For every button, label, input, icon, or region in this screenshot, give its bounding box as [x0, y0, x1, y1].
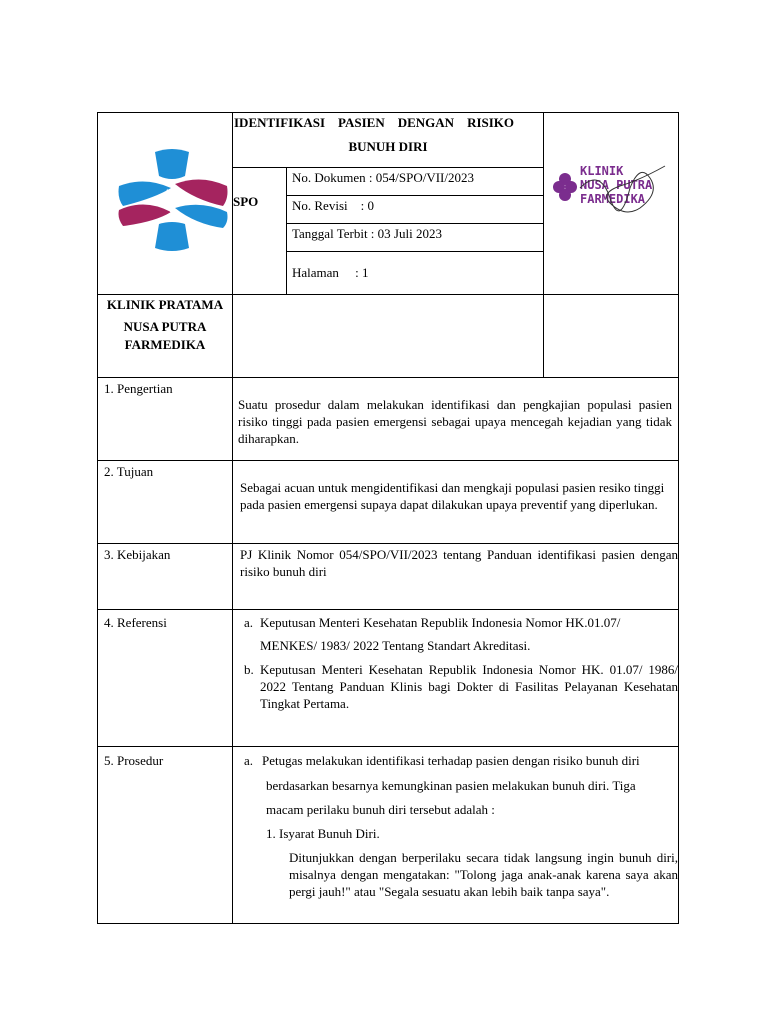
clinic-logo — [115, 146, 230, 256]
document-title-line1: IDENTIFIKASI PASIEN DENGAN RISIKO — [234, 115, 515, 130]
reference-a-line1: Keputusan Menteri Kesehatan Republik Indonesia Nomor HK.01.07/ — [260, 615, 621, 630]
section-text-pengertian: Suatu prosedur dalam melakukan identifikasi dan pengkajian populasi pasien risiko tinggi pada pasien emergensi sebagai upaya mencegah kejadian yang tidak diharapkan. — [238, 397, 672, 446]
divider — [286, 251, 543, 252]
spo-label: SPO — [233, 194, 259, 209]
divider — [97, 377, 679, 378]
procedure-a-marker: a. — [244, 753, 254, 768]
logo-cross-bottom — [155, 222, 189, 251]
section-label-tujuan: 2. Tujuan — [104, 464, 154, 479]
section-label-pengertian: 1. Pengertian — [104, 381, 173, 396]
document-title-line2: BUNUH DIRI — [348, 139, 428, 154]
procedure-a-line3: macam perilaku bunuh diri tersebut adalah : — [266, 802, 495, 817]
procedure-sub1-title: 1. Isyarat Bunuh Diri. — [266, 826, 380, 841]
reference-a-line2: MENKES/ 1983/ 2022 Tentang Standart Akreditasi. — [260, 638, 531, 653]
divider — [232, 112, 233, 378]
section-text-kebijakan: PJ Klinik Nomor 054/SPO/VII/2023 tentang Panduan identifikasi pasien dengan risiko bunuh diri — [240, 547, 678, 579]
divider — [97, 746, 679, 747]
reference-b-marker: b. — [244, 662, 254, 677]
divider — [286, 167, 287, 295]
procedure-a-line2: berdasarkan besarnya kemungkinan pasien melakukan bunuh diri. Tiga — [266, 778, 636, 793]
section-label-referensi: 4. Referensi — [104, 615, 167, 630]
reference-a-marker: a. — [244, 615, 254, 630]
revision-number: No. Revisi : 0 — [292, 198, 374, 213]
divider — [97, 543, 679, 544]
procedure-sub1-text: Ditunjukkan dengan berperilaku secara tidak langsung ingin bunuh diri, misalnya dengan mengatakan: "Tolong jaga anak-anak karena saya akan pergi jauh!" atau "Segala sesuatu akan lebih baik tanpa saya". — [289, 850, 678, 899]
procedure-a-line1: Petugas melakukan identifikasi terhadap pasien dengan risiko bunuh diri — [262, 753, 640, 768]
reference-b-text: Keputusan Menteri Kesehatan Republik Indonesia Nomor HK. 01.07/ 1986/ 2022 Tentang Panduan Klinis bagi Dokter di Fasilitas Pelayanan Kesehatan Tingkat Pertama. — [260, 662, 678, 711]
page-number: Halaman : 1 — [292, 265, 369, 280]
stamp-text: KLINIK NUSA PUTRA FARMEDIKA — [580, 164, 653, 206]
divider — [97, 609, 679, 610]
logo-swoosh-lower-left — [119, 204, 172, 226]
section-label-prosedur: 5. Prosedur — [104, 753, 164, 768]
clinic-name-line2: NUSA PUTRA — [123, 319, 207, 334]
document-number: No. Dokumen : 054/SPO/VII/2023 — [292, 170, 474, 185]
divider — [232, 167, 543, 168]
issue-date: Tanggal Terbit : 03 Juli 2023 — [292, 226, 442, 241]
section-label-kebijakan: 3. Kebijakan — [104, 547, 171, 562]
section-text-tujuan: Sebagai acuan untuk mengidentifikasi dan mengkaji populasi pasien resiko tinggi pada pasien emergensi supaya dapat dilakukan upaya preventif yang diperlukan. — [240, 480, 665, 512]
divider — [97, 294, 679, 295]
divider — [543, 112, 544, 378]
divider — [286, 195, 543, 196]
clinic-stamp — [550, 158, 670, 238]
divider — [286, 223, 543, 224]
logo-cross-top — [155, 149, 189, 179]
signature — [570, 158, 670, 238]
clinic-name-line3: FARMEDIKA — [124, 337, 206, 352]
clinic-name-line1: KLINIK PRATAMA — [106, 297, 224, 312]
divider — [97, 460, 679, 461]
